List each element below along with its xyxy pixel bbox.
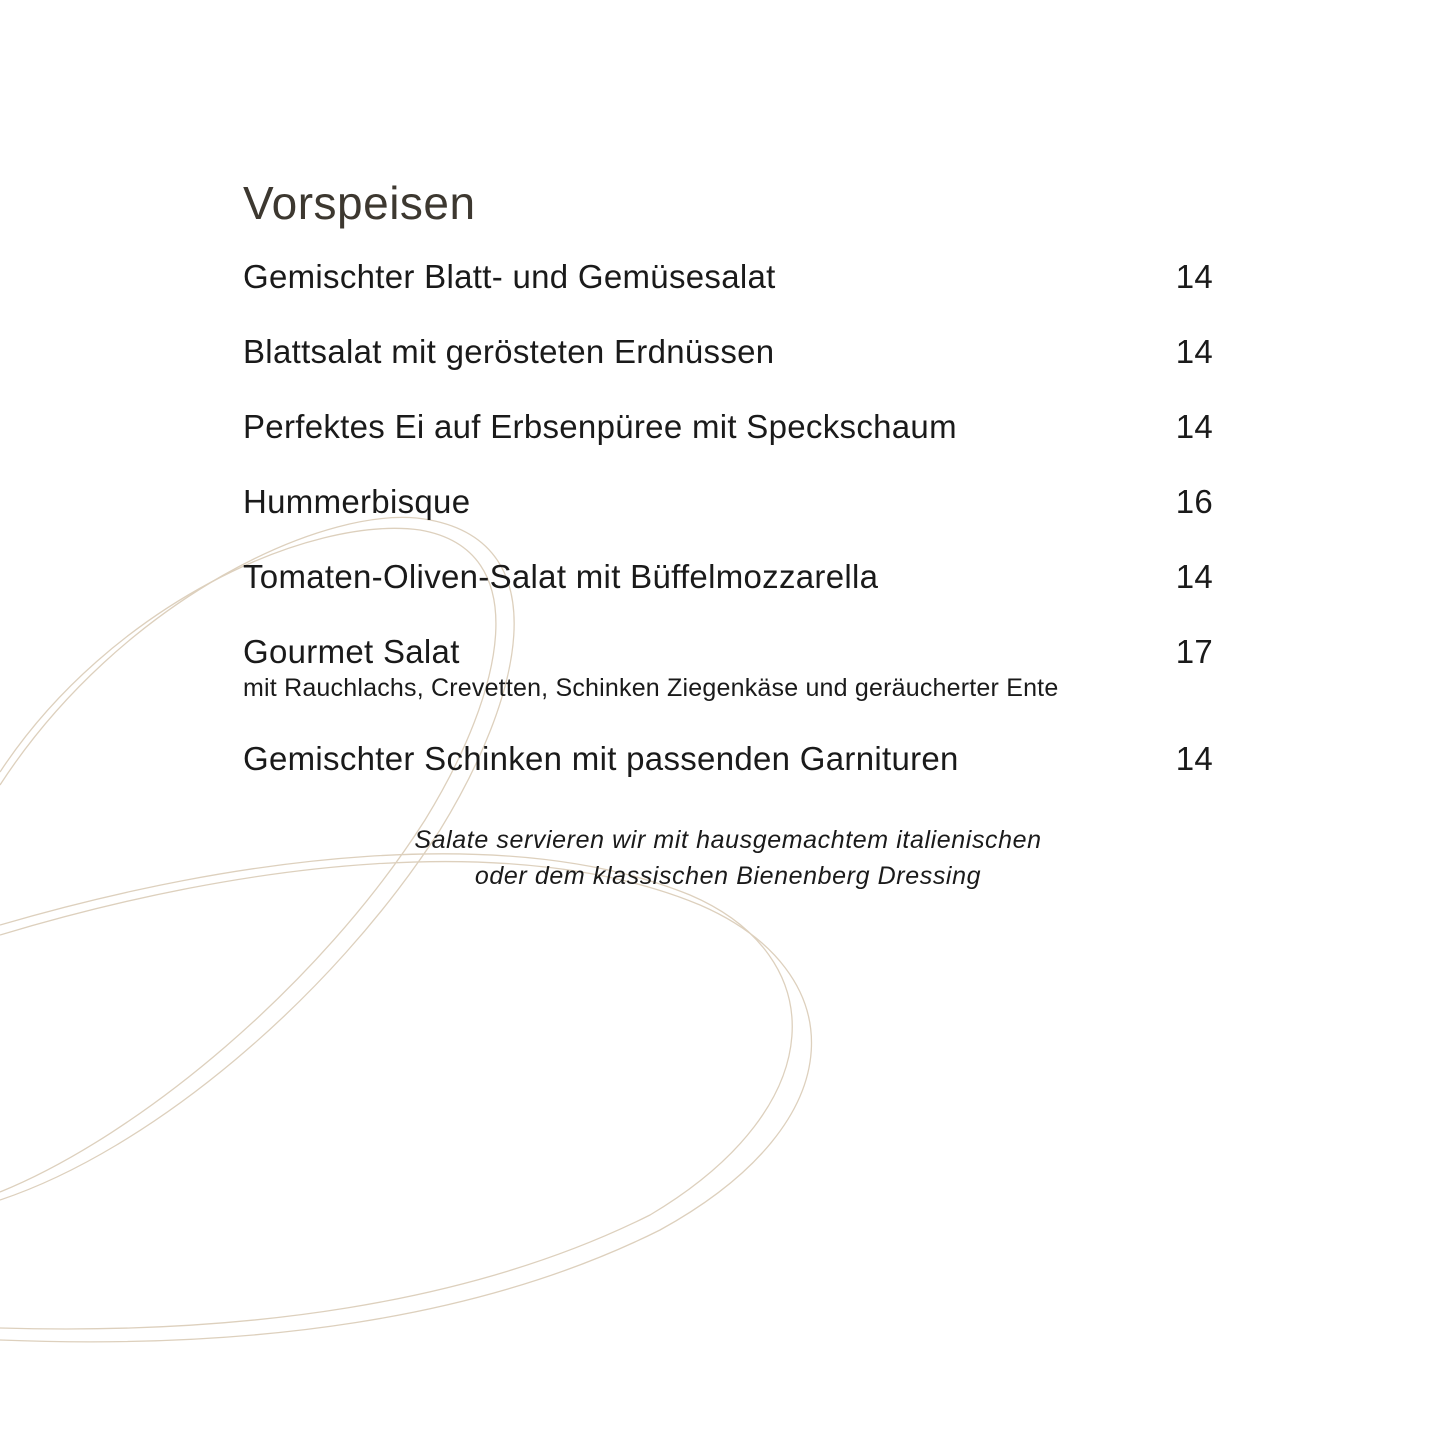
- menu-item-name: Gemischter Blatt- und Gemüsesalat: [243, 258, 776, 295]
- menu-item-row: [243, 740, 1213, 778]
- menu-item: [243, 558, 1213, 596]
- menu-item-row: [243, 483, 1213, 521]
- menu-item-row: [243, 408, 1213, 446]
- menu-item-price: 14: [1175, 333, 1213, 370]
- menu-item-row: [243, 333, 1213, 371]
- menu-item: [243, 333, 1213, 371]
- dressing-note-line-1: Salate servieren wir mit hausgemachtem italienischen: [414, 826, 1042, 854]
- menu-item: [243, 258, 1213, 296]
- menu-item-name: Hummerbisque: [243, 483, 471, 520]
- menu-item-name: Gourmet Salat: [243, 633, 460, 670]
- menu-section: [243, 176, 1213, 815]
- menu-item-name: Gemischter Schinken mit passenden Garnituren: [243, 740, 959, 777]
- menu-item-row: [243, 558, 1213, 596]
- swirl-line-lower-arc-inner: [0, 854, 792, 1329]
- dressing-note-line-2: oder dem klassischen Bienenberg Dressing: [474, 862, 982, 890]
- menu-item-price: 14: [1175, 258, 1213, 295]
- swirl-line-lower-arc-outer: [0, 862, 811, 1342]
- menu-item-list: [243, 258, 1213, 778]
- menu-item-name: Tomaten-Oliven-Salat mit Büffelmozzarella: [243, 558, 879, 595]
- menu-item-description: mit Rauchlachs, Crevetten, Schinken Ziegenkäse und geräucherter Ente: [243, 674, 1059, 702]
- menu-item: [243, 633, 1213, 703]
- menu-item-price: 14: [1175, 408, 1213, 445]
- menu-item-price: 14: [1175, 558, 1213, 595]
- menu-item: [243, 408, 1213, 446]
- menu-item-price: 17: [1175, 633, 1213, 670]
- section-title: Vorspeisen: [243, 177, 476, 229]
- menu-item-name: Blattsalat mit gerösteten Erdnüssen: [243, 333, 775, 370]
- menu-item-row: [243, 633, 1213, 671]
- dressing-note: [243, 822, 1213, 894]
- menu-item-row: [243, 258, 1213, 296]
- menu-item: [243, 483, 1213, 521]
- menu-item: [243, 740, 1213, 778]
- menu-item-price: 16: [1175, 483, 1213, 520]
- menu-item-name: Perfektes Ei auf Erbsenpüree mit Speckschaum: [243, 408, 957, 445]
- menu-item-price: 14: [1175, 740, 1213, 777]
